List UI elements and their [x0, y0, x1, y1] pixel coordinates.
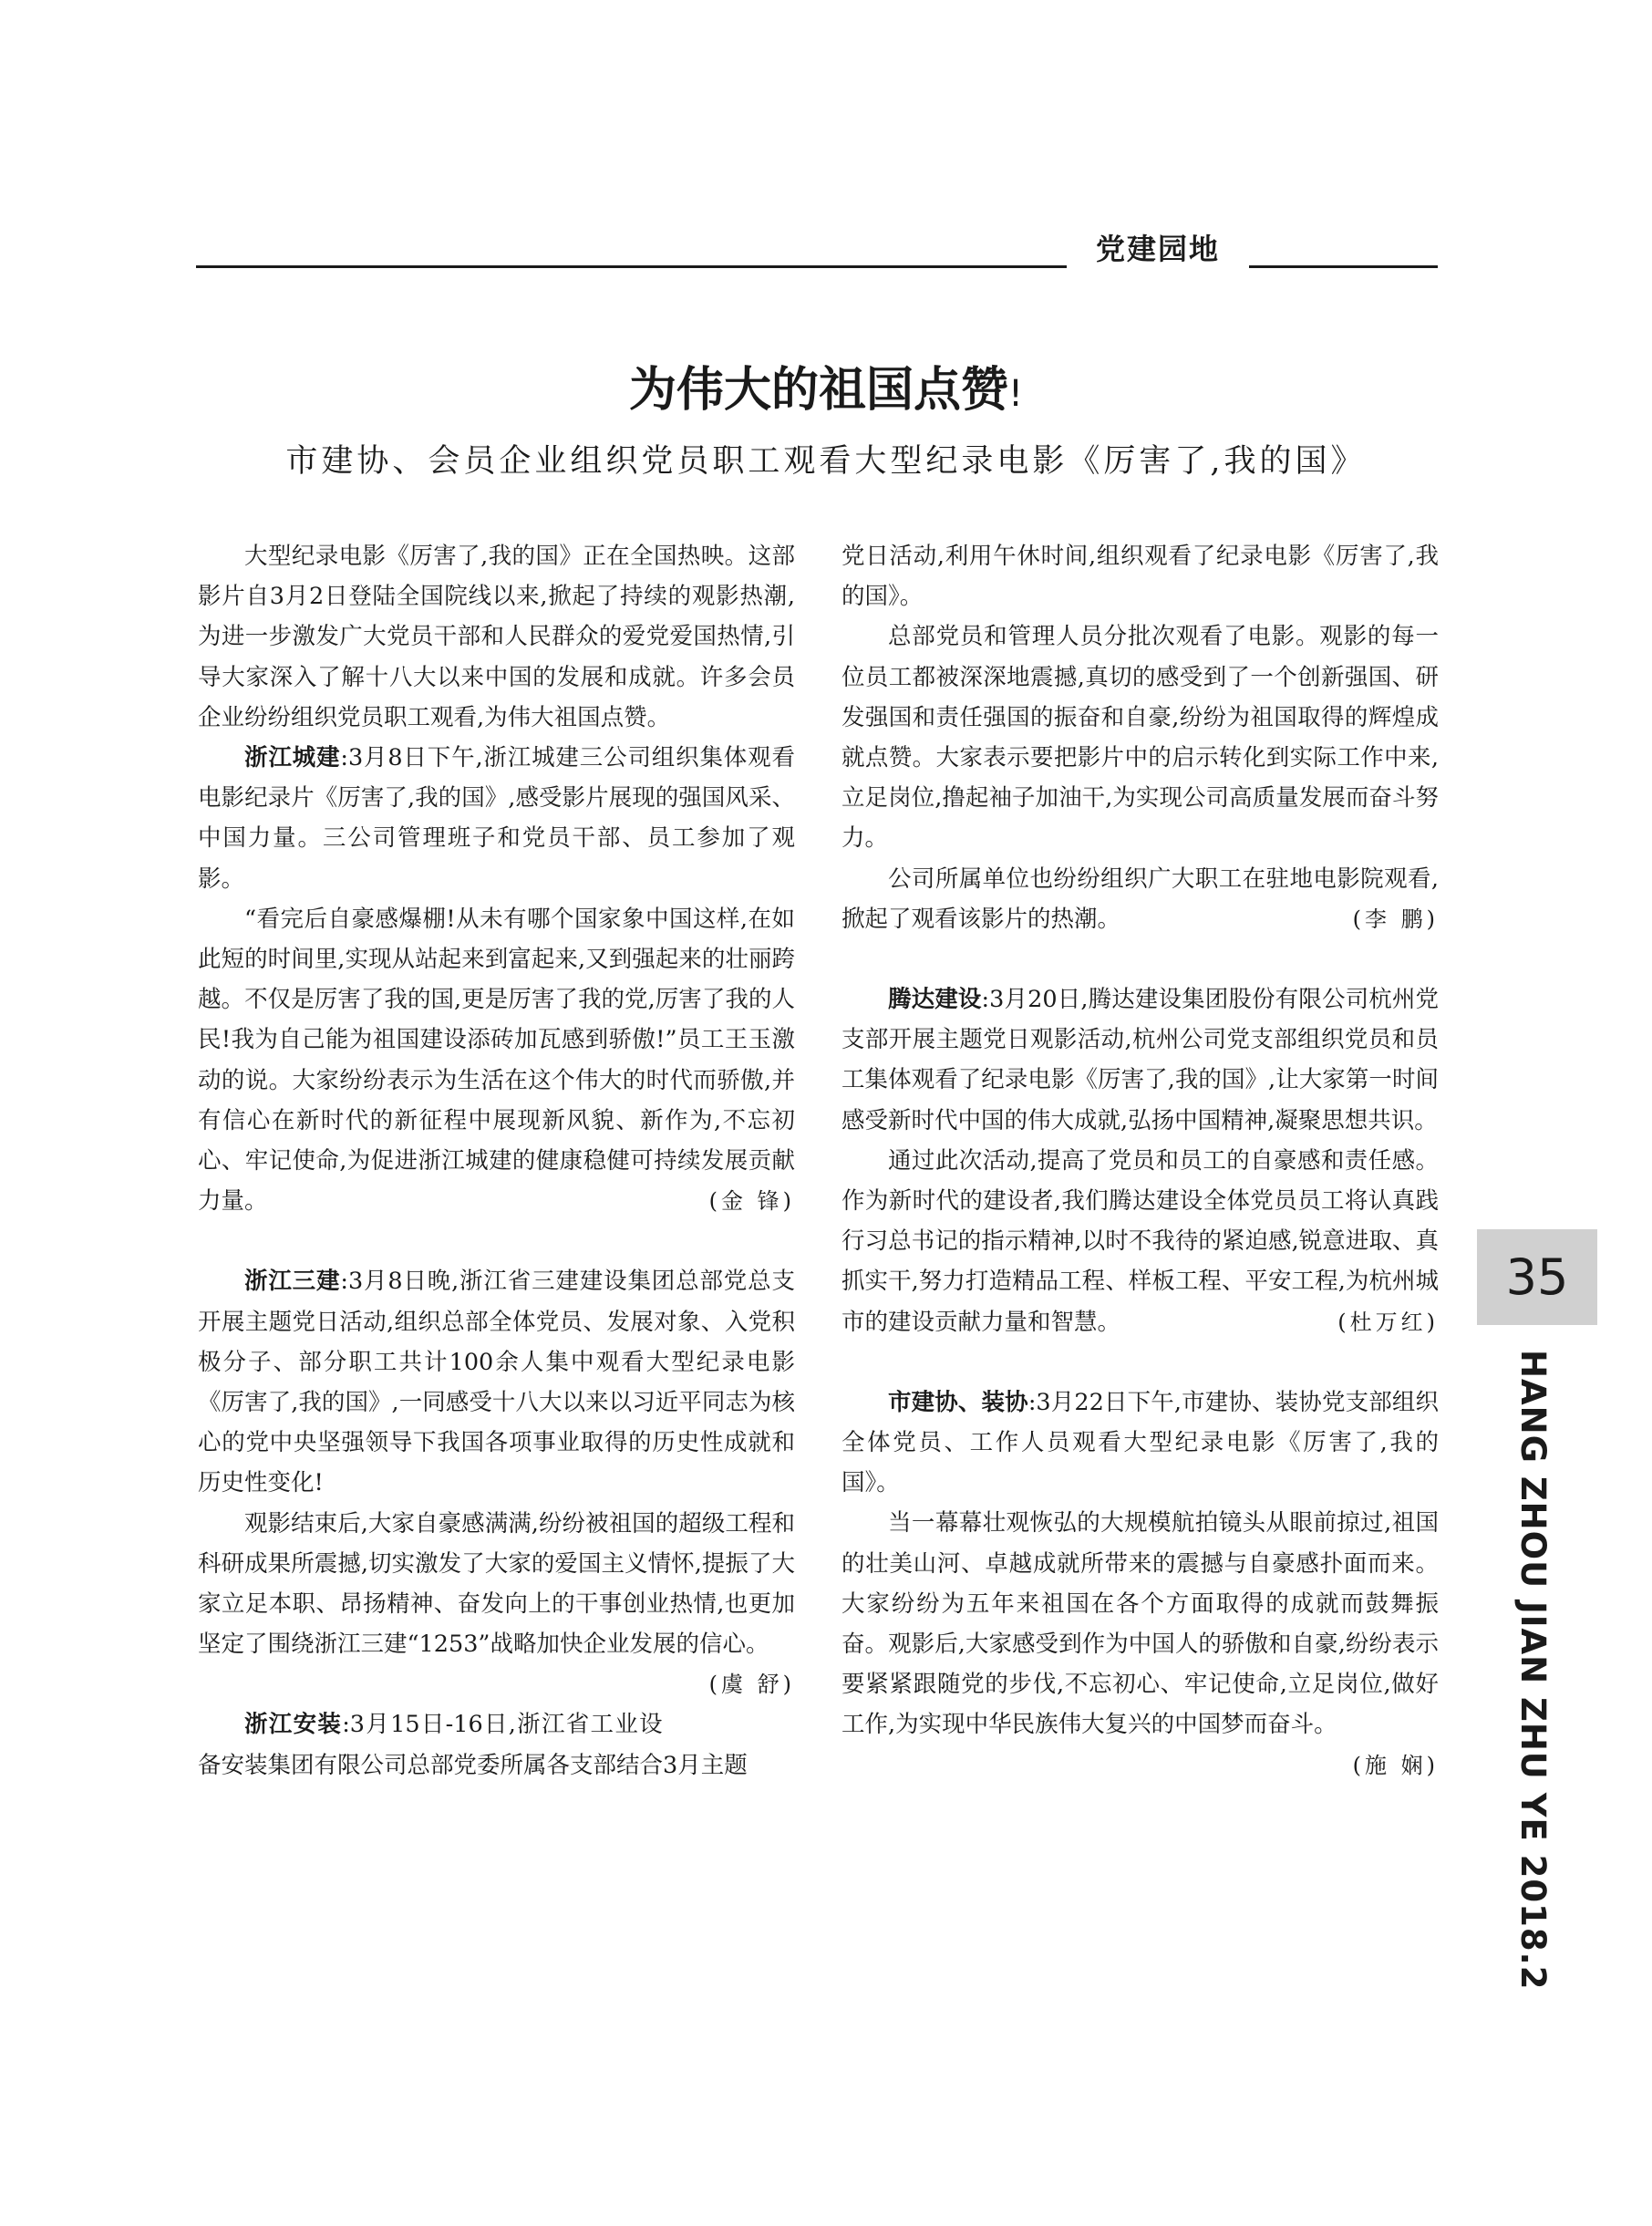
section-lead: 浙江安装: [244, 1711, 343, 1739]
body-paragraph: 总部党员和管理人员分批次观看了电影。观影的每一位员工都被深深地震撼,真切的感受到了一个创新强国、研发强国和责任强国的振奋和自豪,纷纷为祖国取得的辉煌成就点赞。大家表示要把影片中的启示转化到实际工作中来,立足岗位,撸起袖子加油干,为实现公司高质量发展而奋斗努力。: [841, 623, 1439, 853]
author-credit: (金 锋): [708, 1188, 795, 1215]
author-credit: (李 鹏): [1352, 906, 1439, 932]
header-rule-left: [196, 265, 1067, 268]
header-rule-right: [1249, 265, 1438, 268]
section-lead: 浙江城建: [244, 744, 341, 772]
body-paragraph: 通过此次活动,提高了党员和员工的自豪感和责任感。作为新时代的建设者,我们腾达建设全体党员员工将认真践行习总书记的指示精神,以时不我待的紧迫感,锐意进取、真抓实干,努力打造精品工程、样板工程、平安工程,为杭州城市的建设贡献力量和智慧。 (杜万红): [841, 1141, 1439, 1342]
section-lead: 腾达建设: [888, 986, 982, 1014]
left-column: [198, 536, 795, 1786]
journal-vertical-title: HANG ZHOU JIAN ZHU YE 2018.2: [1513, 1350, 1553, 1991]
article-title: [0, 351, 1652, 419]
section-lead: 市建协、装协: [888, 1388, 1028, 1416]
section-paragraph: 腾达建设:3月20日,腾达建设集团股份有限公司杭州党支部开展主题党日观影活动,杭州公司党支部组织党员和员工集体观看了纪录电影《厉害了,我的国》,让大家第一时间感受新时代中国的伟大成就,弘扬中国精神,凝聚思想共识。: [841, 986, 1439, 1134]
body-paragraph: 公司所属单位也纷纷组织广大职工在驻地电影院观看,掀起了观看该影片的热潮。 (李 鹏): [841, 859, 1439, 939]
intro-paragraph: 大型纪录电影《厉害了,我的国》正在全国热映。这部影片自3月2日登陆全国院线以来,掀起了持续的观影热潮,为进一步激发广大党员干部和人民群众的爱党爱国热情,引导大家深入了解十八大以来中国的发展和成就。许多会员企业纷纷组织党员职工观看,为伟大祖国点赞。: [198, 543, 795, 731]
section-paragraph: 浙江城建:3月8日下午,浙江城建三公司组织集体观看电影纪录片《厉害了,我的国》,感受影片展现的强国风采、中国力量。三公司管理班子和党员干部、员工参加了观影。: [198, 744, 795, 893]
section-paragraph: 市建协、装协:3月22日下午,市建协、装协党支部组织全体党员、工作人员观看大型纪录电影《厉害了,我的国》。: [841, 1388, 1439, 1497]
title-text: 为伟大的祖国点赞: [628, 363, 1008, 418]
author-credit: (虞 舒): [708, 1672, 795, 1698]
body-paragraph: 观影结束后,大家自豪感满满,纷纷被祖国的超级工程和科研成果所震撼,切实激发了大家的爱国主义情怀,提振了大家立足本职、昂扬精神、奋发向上的干事创业热情,也更加坚定了围绕浙江三建“1253”战略加快企业发展的信心。 (虞 舒): [198, 1504, 795, 1665]
continued-paragraph: 党日活动,利用午休时间,组织观看了纪录电影《厉害了,我的国》。: [841, 543, 1439, 611]
page-number: 35: [1477, 1229, 1597, 1325]
article-subtitle: 市建协、会员企业组织党员职工观看大型纪录电影《厉害了,我的国》: [285, 443, 1367, 480]
title-mark: !: [1007, 373, 1024, 415]
section-paragraph: 浙江安装:3月15日-16日,浙江省工业设备安装集团有限公司总部党委所属各支部结合3月主题: [198, 1711, 748, 1779]
section-lead: 浙江三建: [244, 1268, 341, 1296]
section-paragraph: 浙江三建:3月8日晚,浙江省三建建设集团总部党总支开展主题党日活动,组织总部全体党员、发展对象、入党积极分子、部分职工共计100余人集中观看大型纪录电影《厉害了,我的国》,一同感受十八大以来以习近平同志为核心的党中央坚强领导下我国各项事业取得的历史性成就和历史性变化!: [198, 1268, 795, 1497]
author-credit: (杜万红): [1337, 1309, 1439, 1335]
section-label: 党建园地: [1095, 232, 1220, 266]
right-column: [841, 536, 1439, 1786]
author-credit: (施 娴): [1352, 1752, 1439, 1778]
body-paragraph: 当一幕幕壮观恢弘的大规模航拍镜头从眼前掠过,祖国的壮美山河、卓越成就所带来的震撼与自豪感扑面而来。大家纷纷为五年来祖国在各个方面取得的成就而鼓舞振奋。观影后,大家感受到作为中国人的骄傲和自豪,纷纷表示要紧紧跟随党的步伐,不忘初心、牢记使命,立足岗位,做好工作,为实现中华民族伟大复兴的中国梦而奋斗。: [841, 1509, 1439, 1739]
quote-paragraph: “看完后自豪感爆棚!从未有哪个国家象中国这样,在如此短的时间里,实现从站起来到富起来,又到强起来的壮丽跨越。不仅是厉害了我的国,更是厉害了我的党,厉害了我的人民!我为自己能为祖国建设添砖加瓦感到骄傲!”员工王玉激动的说。大家纷纷表示为生活在这个伟大的时代而骄傲,并有信心在新时代的新征程中展现新风貌、新作为,不忘初心、牢记使命,为促进浙江城建的健康稳健可持续发展贡献力量。 (金 锋): [198, 899, 795, 1222]
